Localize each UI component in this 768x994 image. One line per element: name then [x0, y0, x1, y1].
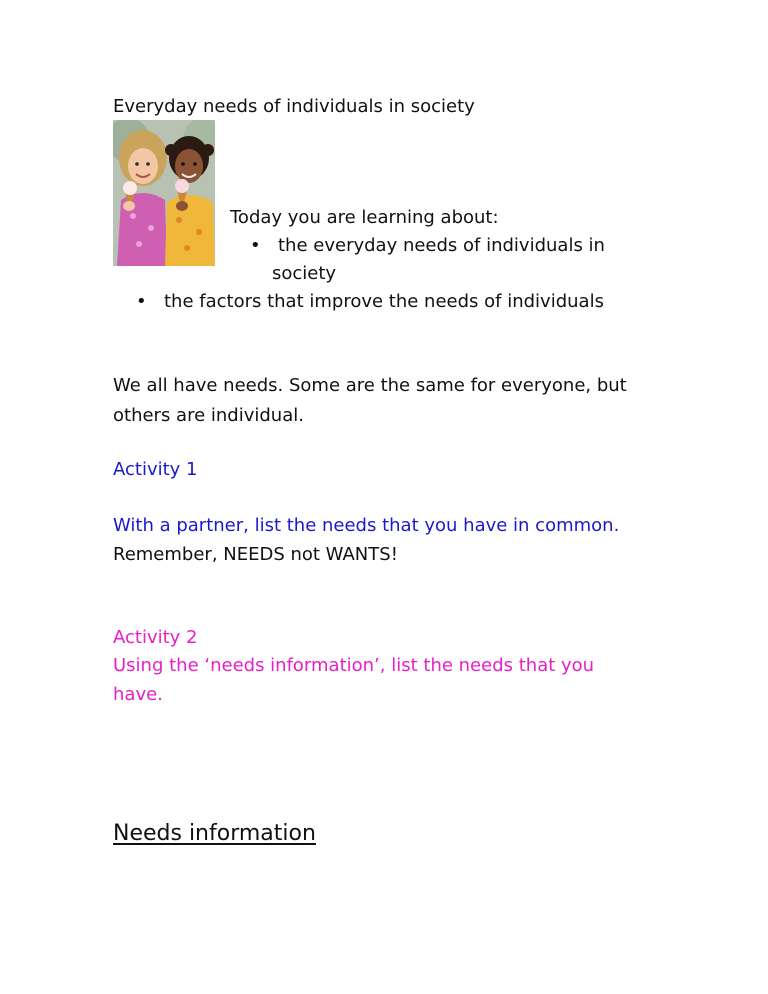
needs-information-heading: Needs information	[113, 821, 316, 846]
bullet-icon: •	[250, 235, 261, 256]
bullet-icon: •	[136, 291, 147, 312]
activity-1-task: With a partner, list the needs that you have in common.	[113, 515, 620, 536]
learning-intro-heading: Today you are learning about:	[230, 207, 499, 228]
bullet-item-factors: the factors that improve the needs of individuals	[164, 291, 604, 312]
activity-1-heading: Activity 1	[113, 459, 198, 480]
activity-2-task: Using the ‘needs information’, list the needs that you	[113, 655, 595, 676]
children-eating-ice-cream-icon	[113, 120, 215, 266]
paragraph-line: others are individual.	[113, 405, 304, 426]
activity-1-reminder: Remember, NEEDS not WANTS!	[113, 544, 398, 565]
document-title: Everyday needs of individuals in society	[113, 96, 475, 117]
bullet-item-everyday-needs: the everyday needs of individuals in	[278, 235, 605, 256]
paragraph-line: We all have needs. Some are the same for everyone, but	[113, 375, 627, 396]
activity-2-task-continued: have.	[113, 684, 163, 705]
children-photo	[113, 120, 215, 266]
bullet-item-everyday-needs-continued: society	[272, 263, 337, 284]
activity-2-heading: Activity 2	[113, 627, 198, 648]
